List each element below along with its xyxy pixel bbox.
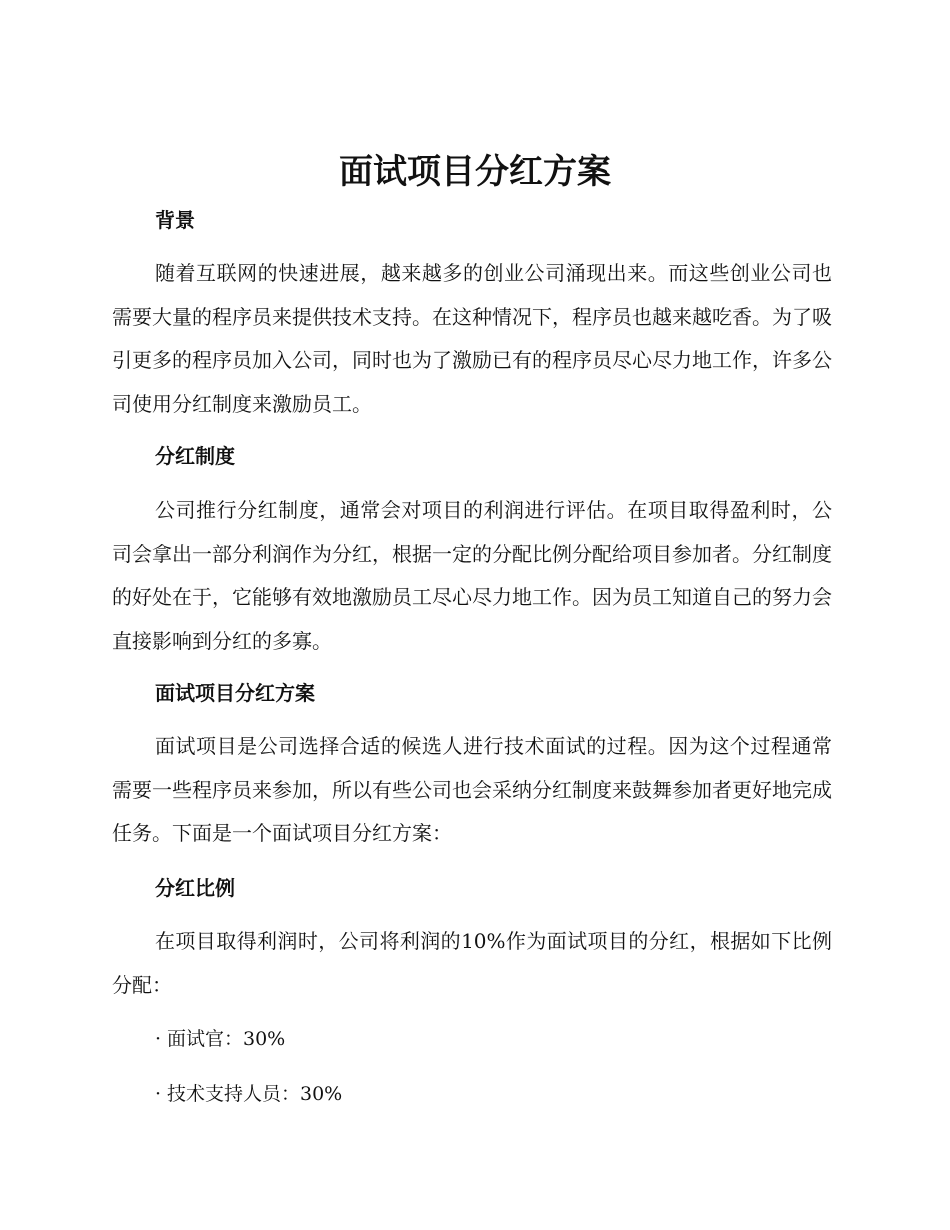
section-heading-dividend-system: 分红制度 <box>155 444 235 468</box>
list-item-text: 面试官：30% <box>167 1028 286 1050</box>
document-title: 面试项目分红方案 <box>339 152 611 192</box>
section-body-dividend-ratio: 在项目取得利润时，公司将利润的10%作为面试项目的分红，根据如下比例分配： <box>112 929 832 997</box>
section-body-dividend-system: 公司推行分红制度，通常会对项目的利润进行评估。在项目取得盈利时，公司会拿出一部分利润作为分红，根据一定的分配比例分配给项目参加者。分红制度的好处在于，它能够有效地激励员工尽心尽力地工作。因为员工知道自己的努力会直接影响到分红的多寡。 <box>112 498 832 653</box>
bullet-marker: · <box>155 1028 162 1050</box>
bullet-marker: · <box>155 1083 162 1105</box>
section-heading-background: 背景 <box>155 208 195 232</box>
section-heading-dividend-ratio: 分红比例 <box>155 876 235 900</box>
list-item <box>155 1080 342 1108</box>
section-heading-interview-plan: 面试项目分红方案 <box>155 681 315 705</box>
section-body-interview-plan: 面试项目是公司选择合适的候选人进行技术面试的过程。因为这个过程通常需要一些程序员来参加，所以有些公司也会采纳分红制度来鼓舞参加者更好地完成任务。下面是一个面试项目分红方案： <box>112 734 832 845</box>
list-item <box>155 1025 285 1053</box>
section-body-background: 随着互联网的快速进展，越来越多的创业公司涌现出来。而这些创业公司也需要大量的程序员来提供技术支持。在这种情况下，程序员也越来越吃香。为了吸引更多的程序员加入公司，同时也为了激励已有的程序员尽心尽力地工作，许多公司使用分红制度来激励员工。 <box>112 261 832 416</box>
list-item-text: 技术支持人员：30% <box>167 1083 343 1105</box>
